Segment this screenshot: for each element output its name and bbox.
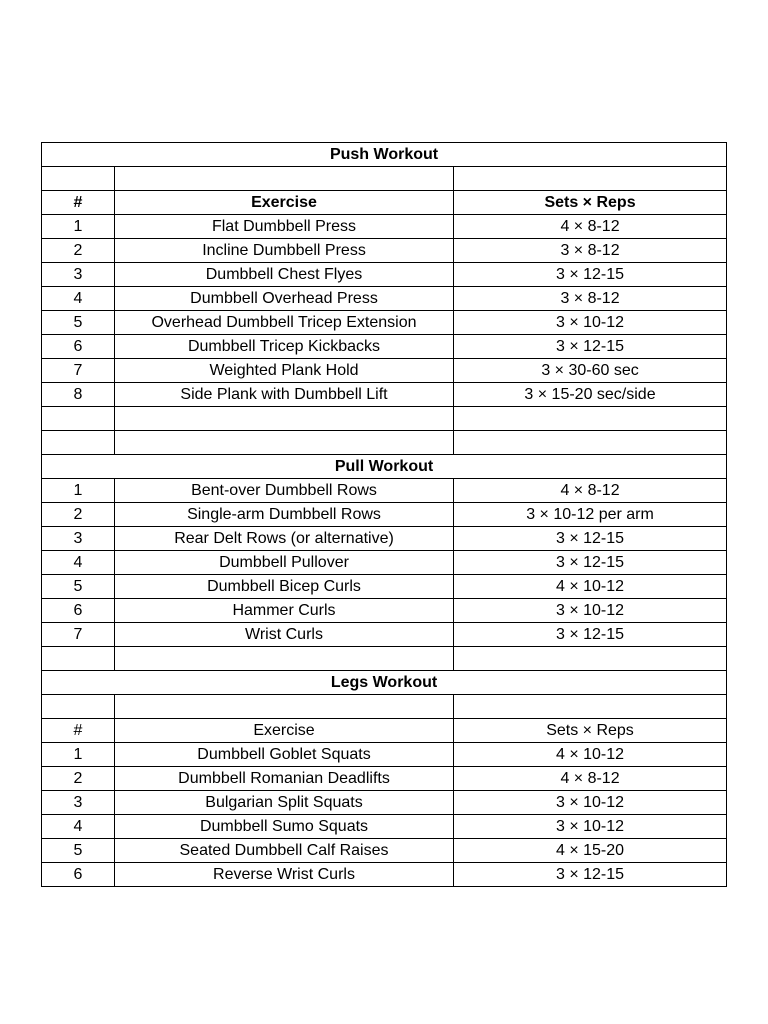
row-sets-reps: 3 × 8-12 [454,287,727,311]
row-number: 8 [42,383,115,407]
table-row [42,503,727,527]
row-sets-reps: 3 × 10-12 [454,815,727,839]
header-exercise: Exercise [115,191,454,215]
empty-row [42,695,727,719]
row-exercise: Bulgarian Split Squats [115,791,454,815]
table-row [42,263,727,287]
table-row [42,863,727,887]
row-number: 6 [42,335,115,359]
row-sets-reps: 3 × 10-12 [454,311,727,335]
row-number: 3 [42,791,115,815]
row-exercise: Dumbbell Pullover [115,551,454,575]
header-row [42,719,727,743]
row-exercise: Wrist Curls [115,623,454,647]
table-row [42,335,727,359]
row-number: 7 [42,359,115,383]
push-title: Push Workout [42,143,727,167]
row-exercise: Dumbbell Goblet Squats [115,743,454,767]
table-row [42,767,727,791]
row-sets-reps: 3 × 12-15 [454,335,727,359]
row-exercise: Reverse Wrist Curls [115,863,454,887]
table-row [42,239,727,263]
row-exercise: Dumbbell Overhead Press [115,287,454,311]
header-number: # [42,191,115,215]
row-sets-reps: 3 × 30-60 sec [454,359,727,383]
row-number: 3 [42,527,115,551]
row-number: 1 [42,479,115,503]
table-row [42,527,727,551]
header-sets-reps: Sets × Reps [454,719,727,743]
row-number: 5 [42,575,115,599]
row-exercise: Dumbbell Bicep Curls [115,575,454,599]
row-number: 2 [42,239,115,263]
row-sets-reps: 4 × 10-12 [454,575,727,599]
table-row [42,287,727,311]
table-row [42,623,727,647]
empty-row [42,431,727,455]
row-number: 5 [42,311,115,335]
empty-row [42,167,727,191]
row-exercise: Dumbbell Sumo Squats [115,815,454,839]
row-number: 1 [42,215,115,239]
section-title-row [42,455,727,479]
row-exercise: Rear Delt Rows (or alternative) [115,527,454,551]
row-number: 1 [42,743,115,767]
row-exercise: Weighted Plank Hold [115,359,454,383]
empty-row [42,407,727,431]
row-number: 4 [42,287,115,311]
row-number: 2 [42,767,115,791]
row-sets-reps: 4 × 8-12 [454,479,727,503]
table-row [42,575,727,599]
section-title-row [42,143,727,167]
row-exercise: Seated Dumbbell Calf Raises [115,839,454,863]
row-exercise: Overhead Dumbbell Tricep Extension [115,311,454,335]
workout-table [41,142,727,887]
header-exercise: Exercise [115,719,454,743]
table-row [42,791,727,815]
row-exercise: Dumbbell Romanian Deadlifts [115,767,454,791]
table-row [42,215,727,239]
table-row [42,311,727,335]
row-exercise: Side Plank with Dumbbell Lift [115,383,454,407]
table-row [42,479,727,503]
row-sets-reps: 3 × 10-12 per arm [454,503,727,527]
header-sets-reps: Sets × Reps [454,191,727,215]
row-number: 5 [42,839,115,863]
table-row [42,815,727,839]
pull-title: Pull Workout [42,455,727,479]
row-sets-reps: 3 × 10-12 [454,599,727,623]
table-row [42,839,727,863]
row-sets-reps: 4 × 10-12 [454,743,727,767]
row-number: 6 [42,599,115,623]
row-exercise: Dumbbell Tricep Kickbacks [115,335,454,359]
row-sets-reps: 3 × 12-15 [454,263,727,287]
row-number: 4 [42,551,115,575]
row-sets-reps: 3 × 12-15 [454,623,727,647]
row-exercise: Single-arm Dumbbell Rows [115,503,454,527]
header-number: # [42,719,115,743]
row-sets-reps: 3 × 12-15 [454,551,727,575]
row-exercise: Hammer Curls [115,599,454,623]
legs-title: Legs Workout [42,671,727,695]
table-row [42,551,727,575]
section-title-row [42,671,727,695]
row-number: 2 [42,503,115,527]
row-sets-reps: 4 × 15-20 [454,839,727,863]
row-exercise: Flat Dumbbell Press [115,215,454,239]
row-number: 6 [42,863,115,887]
row-number: 3 [42,263,115,287]
empty-row [42,647,727,671]
row-exercise: Incline Dumbbell Press [115,239,454,263]
row-sets-reps: 3 × 10-12 [454,791,727,815]
table-row [42,383,727,407]
row-number: 4 [42,815,115,839]
row-sets-reps: 3 × 12-15 [454,527,727,551]
row-sets-reps: 3 × 12-15 [454,863,727,887]
row-sets-reps: 4 × 8-12 [454,215,727,239]
table-row [42,743,727,767]
table-row [42,359,727,383]
row-exercise: Dumbbell Chest Flyes [115,263,454,287]
header-row [42,191,727,215]
row-exercise: Bent-over Dumbbell Rows [115,479,454,503]
row-sets-reps: 3 × 8-12 [454,239,727,263]
row-number: 7 [42,623,115,647]
row-sets-reps: 4 × 8-12 [454,767,727,791]
table-row [42,599,727,623]
row-sets-reps: 3 × 15-20 sec/side [454,383,727,407]
